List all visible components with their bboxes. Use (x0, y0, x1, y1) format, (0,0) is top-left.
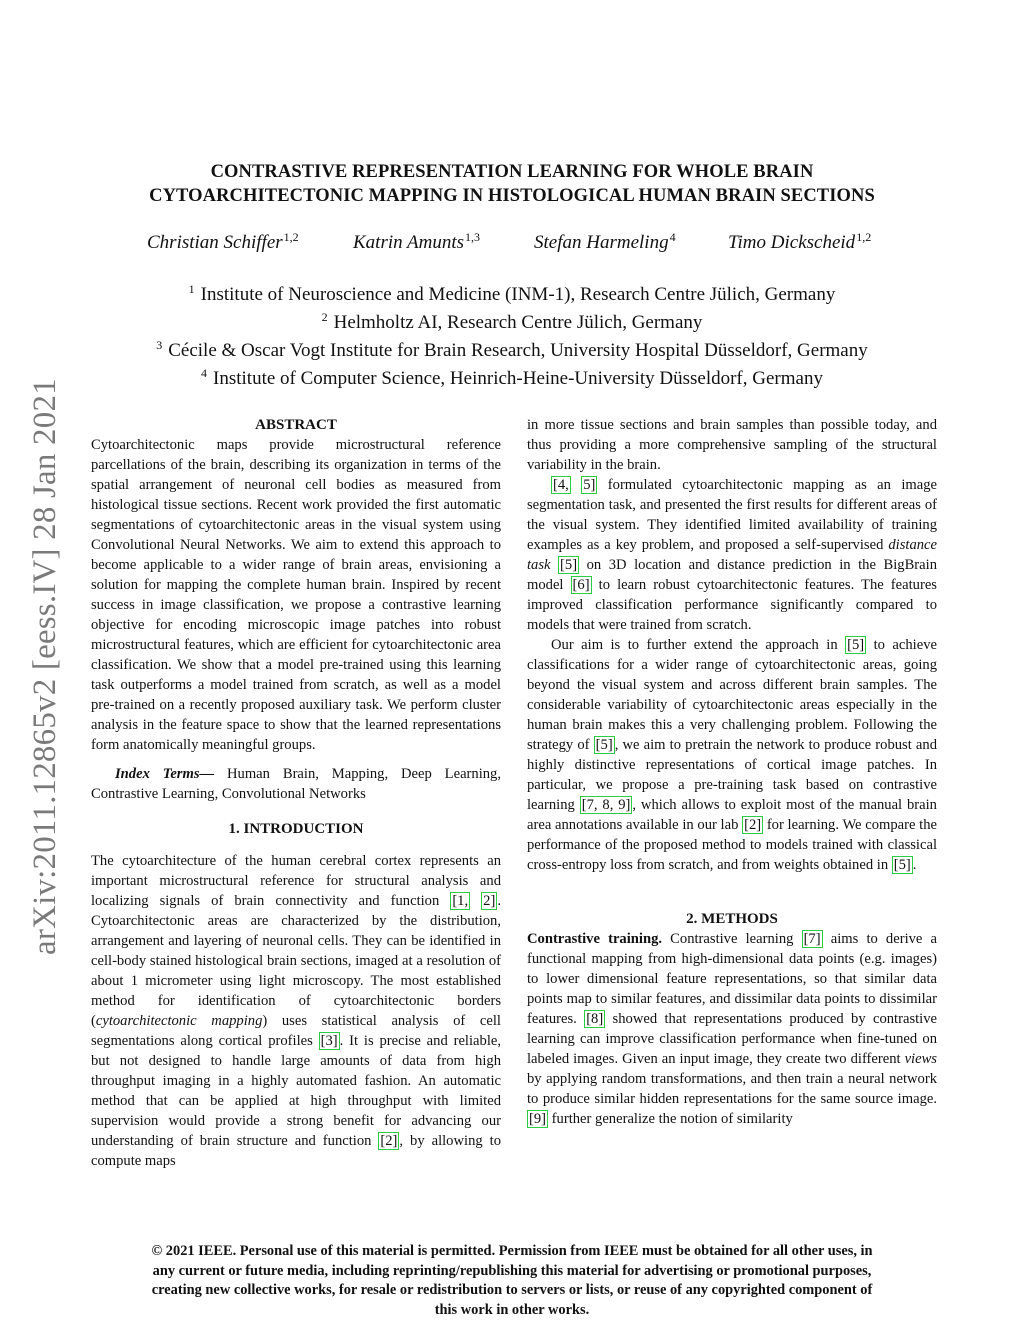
author-3 (534, 230, 676, 254)
author-name: Christian Schiffer (147, 232, 283, 253)
author-name: Timo Dickscheid (728, 232, 856, 253)
author-1 (147, 230, 299, 254)
citation-link[interactable]: [1, (452, 893, 469, 909)
aim-paragraph (527, 635, 937, 875)
affil-number: 3 (156, 338, 163, 352)
citation-link[interactable]: [7] (803, 931, 821, 947)
citation-link[interactable]: [4, (553, 477, 569, 493)
title-line-2: CYTOARCHITECTONIC MAPPING IN HISTOLOGICAL HUMAN BRAIN SECTIONS (149, 186, 875, 206)
prior-work-paragraph (527, 475, 937, 635)
text-run: The cytoarchitecture of the human cerebral cortex represents an important microstructural reference for structural analysis and localizing signals of brain connectivity and function (91, 853, 501, 909)
text-run: aims to derive a functional mapping from high-dimensional data points (e.g. images) to lower dimensional feature representations, so that similar data points map to similar features, and dissimilar data points to dissimilar features. (527, 931, 938, 1027)
intro-heading: 1. INTRODUCTION (228, 821, 364, 837)
citation-link[interactable]: [8] (586, 1011, 604, 1027)
text-run (551, 557, 559, 573)
text-run: showed that representations produced by contrastive learning can improve classification performance when fine-tuned on labeled images. Given an input image, they create two different (527, 1011, 938, 1067)
citation-link[interactable]: [5] (893, 857, 911, 873)
affiliation-1 (40, 278, 984, 306)
copyright-line-3: creating new collective works, for resale or redistribution to servers or lists, or reuse of any copyrighted component of (151, 1282, 873, 1298)
text-run: ) uses statistical analysis of cell segmentations along cortical profiles (91, 1013, 501, 1049)
methods-heading: 2. METHODS (686, 911, 778, 927)
citation-link[interactable]: [6] (572, 577, 590, 593)
text-run: formulated cytoarchitectonic mapping as an image segmentation task, and presented the first results for different areas of the visual system. They identified limited availability of training examples as a key problem, and proposed a self-supervised (527, 477, 937, 553)
affiliation-4 (40, 362, 984, 390)
copyright-line-4: this work in other works. (434, 1301, 590, 1318)
affil-number: 2 (321, 310, 328, 324)
citation-link[interactable]: [2] (744, 817, 762, 833)
text-run: by applying random transformations, and then train a neural network to produce similar hidden representations for the same source image. (527, 1071, 937, 1107)
text-run: . It is precise and reliable, but not designed to handle large amounts of data from high throughput imaging in a highly automated fashion. An automatic method that can be applied at high throughput with limited supervision would provide a strong benefit for advancing our understanding of brain structure and function (91, 1033, 501, 1149)
affiliation-3 (40, 334, 984, 362)
author-affil-mark: 1,2 (283, 230, 299, 244)
citation-link[interactable]: [7, 8, 9] (581, 797, 631, 813)
emphasis-text: distance task (527, 537, 937, 573)
affil-number: 4 (201, 366, 208, 380)
citation-link[interactable]: [2] (380, 1133, 398, 1149)
paper-title (60, 160, 964, 208)
affil-number: 1 (188, 282, 195, 296)
abstract-heading: ABSTRACT (255, 417, 337, 433)
citation-link[interactable]: [5] (847, 637, 865, 653)
copyright-line-1: © 2021 IEEE. Personal use of this material is permitted. Permission from IEEE must be obtained for all other uses, in (151, 1243, 873, 1259)
abstract-text: Cytoarchitectonic maps provide microstructural reference parcellations of the brain, describing its organization in terms of the spatial arrangement of neuronal cell bodies as measured from histological tissue sections. Recent work provided the first automatic segmentations of cytoarchitectonic areas in the visual system using Convolutional Neural Networks. We aim to extend this approach to become applicable to a wider range of brain areas, envisioning a solution for mapping the complete human brain. Inspired by recent success in image classification, we propose a contrastive learning objective for encoding microscopic image patches into robust microstructural features, which are efficient for cytoarchitectonic area classification. We show that a model pre-trained using this learning task outperforms a model trained from scratch, as well as a model pre-trained on a recently proposed auxiliary task. We perform cluster analysis in the feature space to show that the learned representations form anatomically meaningful groups. (91, 437, 501, 753)
left-column (91, 415, 501, 1171)
author-affil-mark: 1,3 (465, 230, 481, 244)
affil-text: Cécile & Oscar Vogt Institute for Brain Research, University Hospital Düsseldorf, Germany (168, 340, 868, 361)
citation-link[interactable]: [5] (560, 557, 578, 573)
author-list (0, 230, 1024, 258)
affil-text: Institute of Neuroscience and Medicine (INM-1), Research Centre Jülich, Germany (200, 284, 836, 305)
affiliations (40, 278, 984, 390)
text-run: , we aim to pretrain the network to produce robust and highly distinctive representations of cortical image patches. In particular, we propose a pre-training task based on contrastive learning (527, 737, 937, 813)
text-run: , by allowing to compute maps (91, 1133, 501, 1169)
author-affil-mark: 4 (669, 230, 676, 244)
title-line-1: CONTRASTIVE REPRESENTATION LEARNING FOR WHOLE BRAIN (210, 162, 814, 182)
citation-link[interactable]: [9] (529, 1111, 547, 1127)
citation-link[interactable]: [5] (595, 737, 613, 753)
affil-text: Helmholtz AI, Research Centre Jülich, Germany (333, 312, 703, 333)
author-2 (353, 230, 480, 254)
text-run: . (912, 857, 917, 873)
emphasis-text: cytoarchitectonic mapping (95, 1013, 263, 1029)
text-run: for learning. We compare the performance of the proposed method to models trained with classical cross-entropy loss from scratch, and from weights obtained in (527, 817, 937, 873)
author-name: Stefan Harmeling (534, 232, 669, 253)
citation-link[interactable]: 5] (583, 477, 596, 493)
author-4 (728, 230, 871, 254)
intro-paragraph (91, 851, 501, 1171)
citation-link[interactable]: 2] (483, 893, 496, 909)
text-run: . Cytoarchitectonic areas are characterized by the distribution, arrangement and layering of neuronal cells. They can be identified in cell-body stained histological brain sections, imaged at a resolution of about 1 micrometer using light microscopy. The most established method for identification of cytoarchitectonic borders ( (91, 893, 501, 1029)
text-run: to achieve classifications for a wider range of cytoarchitectonic areas, going beyond the visual system and across different brain samples. The considerable variability of cytoarchitectonic areas especially in the human brain makes this a very challenging problem. Following the strategy of (527, 637, 937, 753)
text-run: Our aim is to further extend the approach in (551, 637, 846, 653)
arxiv-watermark: arXiv:2011.12865v2 [eess.IV] 28 Jan 2021 (27, 378, 63, 955)
text-run: on 3D location and distance prediction in the BigBrain model (527, 557, 937, 593)
emphasis-text: views (904, 1051, 937, 1067)
copyright-line-2: any current or future media, including reprinting/republishing this material for advertising or promotional purposes, (152, 1262, 872, 1279)
right-column (527, 415, 937, 1129)
text-run: , which allows to exploit most of the manual brain area annotations available in our lab (527, 797, 937, 833)
copyright-notice (70, 1242, 954, 1320)
text-run: to learn robust cytoarchitectonic features. The features improved classification performance significantly compared to models that were trained from scratch. (527, 577, 937, 633)
text-run: Contrastive learning (662, 931, 802, 947)
continuation-paragraph: in more tissue sections and brain samples than possible today, and thus providing a more comprehensive sampling of the structural variability in the brain. (527, 417, 937, 473)
index-terms (91, 764, 501, 804)
affiliation-2 (40, 306, 984, 334)
author-name: Katrin Amunts (353, 232, 465, 253)
text-run: further generalize the notion of similarity (548, 1111, 793, 1127)
index-terms-label: Index Terms— (115, 766, 215, 782)
citation-link[interactable]: [3] (320, 1033, 338, 1049)
inline-heading: Contrastive training. (527, 931, 663, 947)
methods-paragraph (527, 929, 937, 1129)
author-affil-mark: 1,2 (856, 230, 872, 244)
index-terms-text: Human Brain, Mapping, Deep Learning, Contrastive Learning, Convolutional Networks (91, 766, 502, 802)
affil-text: Institute of Computer Science, Heinrich-Heine-University Düsseldorf, Germany (213, 368, 823, 389)
